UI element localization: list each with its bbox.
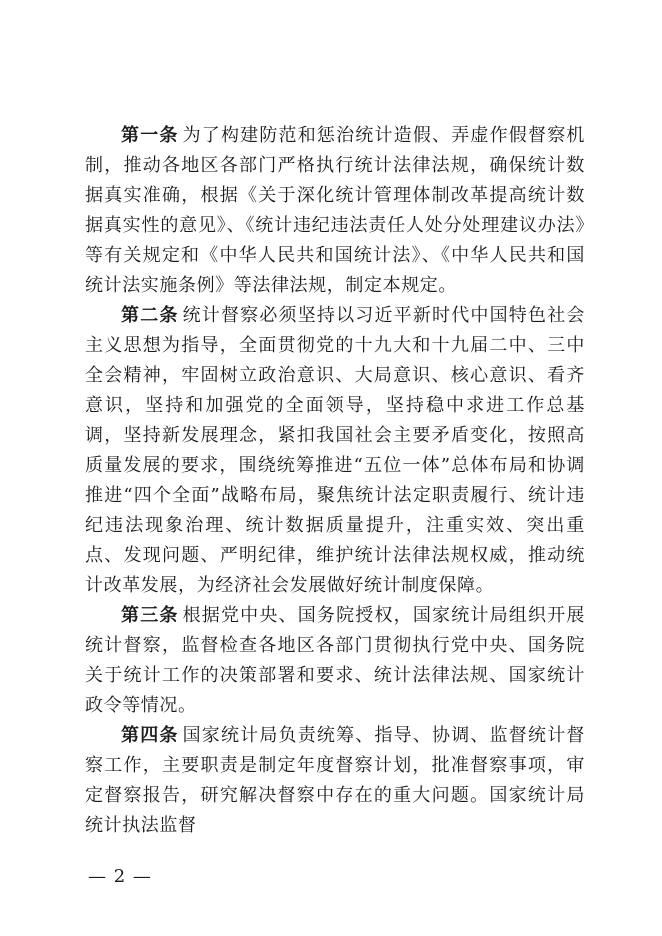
article-1-text: 为了构建防范和惩治统计造假、弄虚作假督察机制，推动各地区各部门严格执行统计法律法规，确保统计数据真实准确，根据《关于深化统计管理体制改革提高统计数据真实性的意见》、《统计违纪违法责任人处分处理建议办法》等有关规定和《中华人民共和国统计法》、《中华人民共和国统计法实施条例》等法律法规，制定本规定。 bbox=[85, 125, 585, 296]
article-2 bbox=[85, 301, 585, 601]
article-2-number: 第二条 bbox=[121, 305, 179, 326]
article-2-text: 统计督察必须坚持以习近平新时代中国特色社会主义思想为指导，全面贯彻党的十九大和十九届二中、三中全会精神，牢固树立政治意识、大局意识、核心意识、看齐意识，坚持和加强党的全面领导，坚持稳中求进工作总基调，坚持新发展理念，紧扣我国社会主要矛盾变化，按照高质量发展的要求，围绕统筹推进“五位一体”总体布局和协调推进“四个全面”战略布局，聚焦统计法定职责履行、统计违纪违法现象治理、统计数据质量提升，注重实效、突出重点、发现问题、严明纪律，维护统计法律法规权威，推动统计改革发展，为经济社会发展做好统计制度保障。 bbox=[85, 305, 585, 596]
document-body bbox=[85, 121, 585, 841]
page-number: — 2 — bbox=[88, 866, 152, 887]
article-3 bbox=[85, 601, 585, 721]
article-4-text: 国家统计局负责统筹、指导、协调、监督统计督察工作，主要职责是制定年度督察计划，批准督察事项，审定督察报告，研究解决督察中存在的重大问题。国家统计局统计执法监督 bbox=[85, 725, 585, 836]
article-1-number: 第一条 bbox=[121, 125, 179, 146]
article-3-number: 第三条 bbox=[121, 605, 179, 626]
article-4-number: 第四条 bbox=[121, 725, 179, 746]
article-1 bbox=[85, 121, 585, 301]
article-4 bbox=[85, 721, 585, 841]
article-3-text: 根据党中央、国务院授权，国家统计局组织开展统计督察，监督检查各地区各部门贯彻执行党中央、国务院关于统计工作的决策部署和要求、统计法律法规、国家统计政令等情况。 bbox=[85, 605, 585, 716]
